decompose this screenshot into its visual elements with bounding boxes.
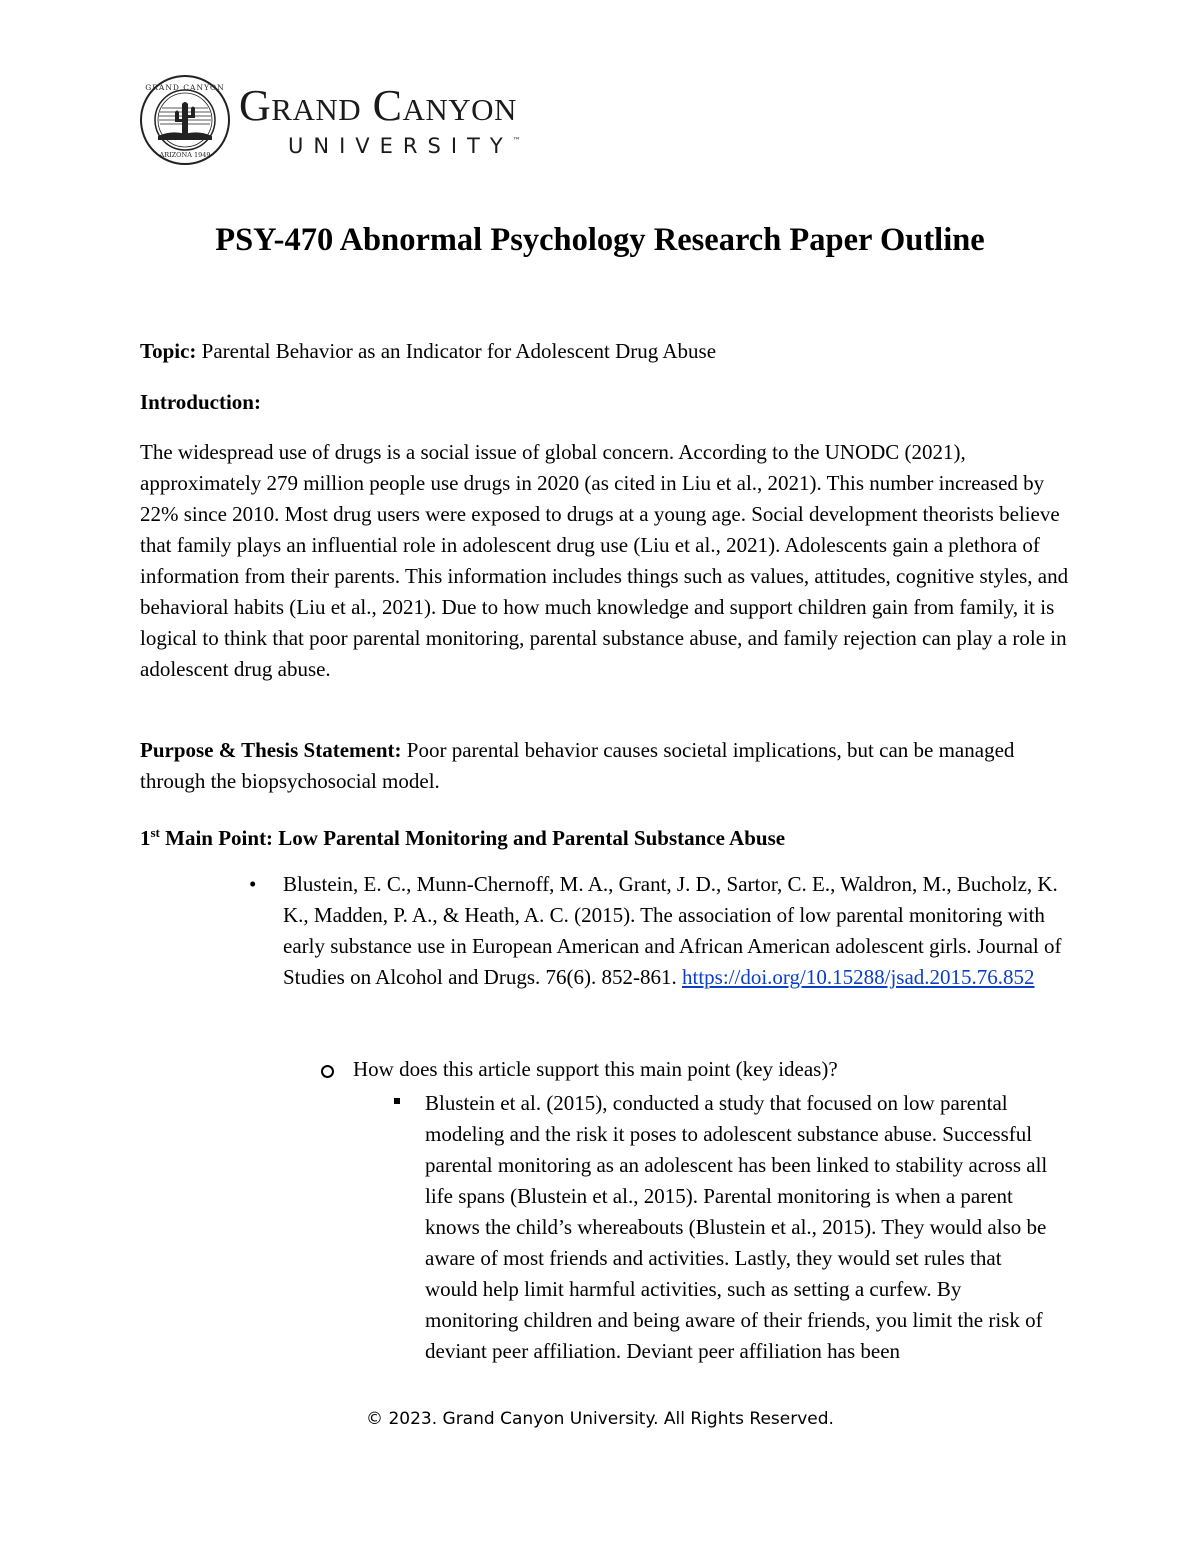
introduction-label: Introduction: [140,390,261,414]
reference-citation: Blustein, E. C., Munn-Chernoff, M. A., Grant, J. D., Sartor, C. E., Waldron, M., Bucholz, K. K., Madden, P. A., & Heath, A. C. (2015). The association of low parental monitoring with early substance use in European American and African American adolescent girls. Journal of Studies on Alcohol and Drugs. 76(6). 852-861. [283,872,1062,989]
reference-doi-link[interactable]: https://doi.org/10.15288/jsad.2015.76.852 [681,965,1035,989]
logo-line2: UNIVERSITY [288,134,513,158]
bullet-dot-icon: • [249,872,257,896]
copyright-footer: © 2023. Grand Canyon University. All Rights Reserved. [366,1409,834,1429]
topic-label: Topic: [140,339,197,363]
topic-text: Parental Behavior as an Indicator for Adolescent Drug Abuse [201,339,717,363]
purpose-label: Purpose & Thesis Statement: [140,738,402,762]
introduction-heading [140,387,1070,418]
introduction-paragraph: The widespread use of drugs is a social issue of global concern. According to the UNODC (2021), approximately 279 million people use drugs in 2020 (as cited in Liu et al., 2021). This number increased by 22% since 2010. Most drug users were exposed to drugs at a young age. Social development theorists believe that family plays an influential role in adolescent drug use (Liu et al., 2021). Adolescents gain a plethora of information from their parents. This information includes things such as values, attitudes, cognitive styles, and behavioral habits (Liu et al., 2021). Due to how much knowledge and support children gain from family, it is logical to think that poor parental monitoring, parental substance abuse, and family rejection can play a role in adolescent drug abuse. [140,440,1069,681]
page-title: PSY-470 Abnormal Psychology Research Paper Outline [215,222,985,258]
saguaro-cactus-seal-icon [138,74,232,166]
main-point-ordinal: 1 [140,826,151,850]
purpose-statement [140,735,1070,797]
trademark-mark: ™ [512,136,521,145]
logo-line1: Grand Canyon [239,81,517,130]
main-point-suffix: st [150,825,160,840]
svg-text:GRAND CANYON: GRAND CANYON [145,83,225,92]
logo-wordmark [239,80,517,131]
question-item [321,1054,1081,1085]
reference-item [249,869,1069,993]
university-logo [138,74,583,166]
logo-subline [288,134,521,158]
answer-item [394,1088,1059,1367]
topic-line [140,336,1070,367]
main-point-text: Main Point: Low Parental Monitoring and Parental Substance Abuse [165,826,786,850]
question-text: How does this article support this main point (key ideas)? [353,1057,838,1081]
svg-text:ARIZONA 1949: ARIZONA 1949 [159,151,211,159]
answer-text: Blustein et al. (2015), conducted a study that focused on low parental modeling and the risk it poses to adolescent substance abuse. Successful parental monitoring as an adolescent has been linked to stability across all life spans (Blustein et al., 2015). Parental monitoring is when a parent knows the child’s whereabouts (Blustein et al., 2015). They would also be aware of most friends and activities. Lastly, they would set rules that would help limit harmful activities, such as setting a curfew. By monitoring children and being aware of their friends, you limit the risk of deviant peer affiliation. Deviant peer affiliation has been [425,1091,1048,1363]
main-point-heading [140,817,1070,854]
purpose-text: Poor parental behavior causes societal implications, but can be managed through the biopsychosocial model. [140,738,1015,793]
bullet-circle-icon [321,1065,334,1078]
bullet-square-icon [394,1098,400,1104]
